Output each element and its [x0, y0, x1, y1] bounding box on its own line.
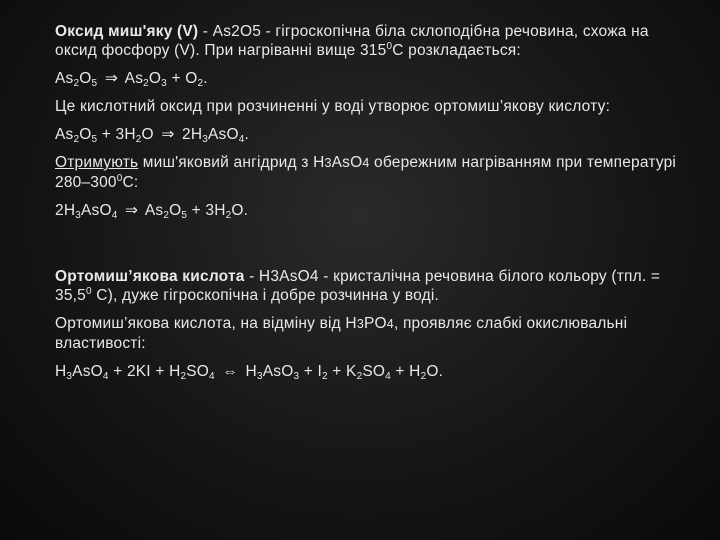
arrow-icon: ⇒: [104, 70, 118, 87]
eq-sub: 2: [180, 371, 187, 382]
text: - As2O5 - гігроскопічна біла склоподібна речовина, схожа на оксид фосфору (V). При нагріванні вище 315: [55, 23, 649, 59]
paragraph-oxidizing: [55, 314, 695, 353]
equilibrium-arrow-icon: ⇔: [222, 363, 239, 380]
eq-part: AsO: [208, 126, 239, 143]
eq-sub: 2: [356, 371, 363, 382]
text: обережним нагріванням при температурі 280–300: [55, 154, 677, 191]
eq-part: + 2KI + H: [108, 363, 181, 380]
eq-part: O.: [426, 363, 444, 380]
equation-redox: [55, 362, 695, 381]
eq-sub: 3: [66, 371, 73, 382]
eq-part: + I: [299, 363, 322, 380]
eq-sub: 2: [225, 210, 232, 221]
eq-sub: 3: [161, 78, 167, 89]
paragraph-preparation: [55, 153, 695, 192]
paragraph-acidic-oxide: Це кислотний оксид при розчиненні у воді утворює ортомиш’якову кислоту:: [55, 98, 611, 115]
eq-sub: 5: [181, 210, 188, 221]
eq-sub: 5: [91, 78, 98, 89]
eq-sub: 3: [293, 371, 300, 382]
eq-sub: 5: [91, 134, 98, 145]
text: PO: [363, 315, 387, 332]
eq-sub: 2: [143, 78, 149, 89]
eq-sub: 2: [197, 78, 204, 89]
eq-part: O: [169, 202, 182, 219]
eq-part: + H: [390, 363, 421, 380]
eq-sub: 3: [75, 210, 81, 221]
eq-sub: 4: [209, 371, 215, 382]
eq-part: As: [55, 126, 74, 143]
eq-part: + 3H: [187, 202, 226, 219]
text: С), дуже гігроскопічна і добре розчинна у воді.: [91, 287, 440, 304]
paragraph-arsenic-oxide: [55, 22, 695, 60]
eq-part: As: [121, 70, 144, 87]
eq-sub: 2: [73, 78, 80, 89]
eq-part: O: [148, 70, 162, 87]
eq-part: 2H: [177, 126, 203, 143]
eq-part: O: [141, 126, 159, 143]
term-obtained: Отримують: [55, 154, 139, 171]
eq-sub: 3: [202, 134, 208, 145]
eq-part: .: [203, 70, 208, 87]
slide-content: [55, 22, 695, 390]
text: - H3AsO4 - кристалічна речовина білого кольору (тпл. = 35,5: [55, 268, 661, 304]
eq-sub: 4: [385, 371, 391, 382]
paragraph-orthoarsenic-acid: [55, 267, 695, 305]
text: С розкладається:: [392, 42, 521, 59]
eq-sub: 2: [135, 134, 142, 145]
text: AsO: [331, 154, 363, 171]
text: С:: [122, 174, 139, 191]
eq-part: SO: [362, 363, 386, 380]
spacer: [55, 229, 695, 267]
eq-part: AsO: [72, 363, 103, 380]
eq-sub: 3: [256, 371, 263, 382]
eq-part: 2H: [55, 202, 76, 219]
small-text: 4: [386, 317, 394, 331]
eq-part: O.: [231, 202, 249, 219]
superscript: 0: [386, 41, 393, 52]
eq-part: + O: [166, 70, 198, 87]
eq-part: As: [55, 70, 74, 87]
arrow-icon: ⇒: [161, 126, 175, 143]
small-text: 4: [362, 156, 370, 170]
text: , проявляє слабкі окислювальні властивості:: [55, 315, 628, 352]
equation-dehydration: [55, 201, 695, 220]
superscript: 0: [85, 286, 92, 297]
eq-part: H: [55, 363, 67, 380]
eq-sub: 2: [73, 134, 80, 145]
eq-part: As: [141, 202, 164, 219]
eq-part: O: [79, 70, 92, 87]
term-arsenic-oxide: Оксид миш'яку (V): [55, 23, 199, 40]
eq-part: O: [79, 126, 92, 143]
small-text: 3: [324, 156, 332, 170]
text: миш'яковий ангідрид з H: [138, 154, 325, 171]
small-text: 3: [356, 317, 364, 331]
eq-part: AsO: [80, 202, 112, 219]
eq-part: SO: [186, 363, 210, 380]
eq-sub: 2: [163, 210, 170, 221]
superscript: 0: [116, 173, 123, 184]
equation-hydration: [55, 125, 695, 144]
equation-decomposition: [55, 69, 695, 88]
eq-sub: 4: [238, 134, 245, 145]
eq-part: + K: [327, 363, 357, 380]
eq-sub: 2: [420, 371, 427, 382]
eq-sub: 4: [111, 210, 118, 221]
eq-part: H: [241, 363, 257, 380]
eq-part: .: [244, 126, 250, 143]
arrow-icon: ⇒: [125, 202, 139, 219]
text: Ортомиш’якова кислота, на відміну від H: [55, 315, 357, 332]
term-orthoarsenic-acid: Ортомиш’якова кислота: [55, 268, 245, 285]
eq-sub: 4: [102, 371, 109, 382]
eq-part: AsO: [262, 363, 294, 380]
eq-sub: 2: [322, 371, 328, 382]
eq-part: + 3H: [97, 126, 136, 143]
